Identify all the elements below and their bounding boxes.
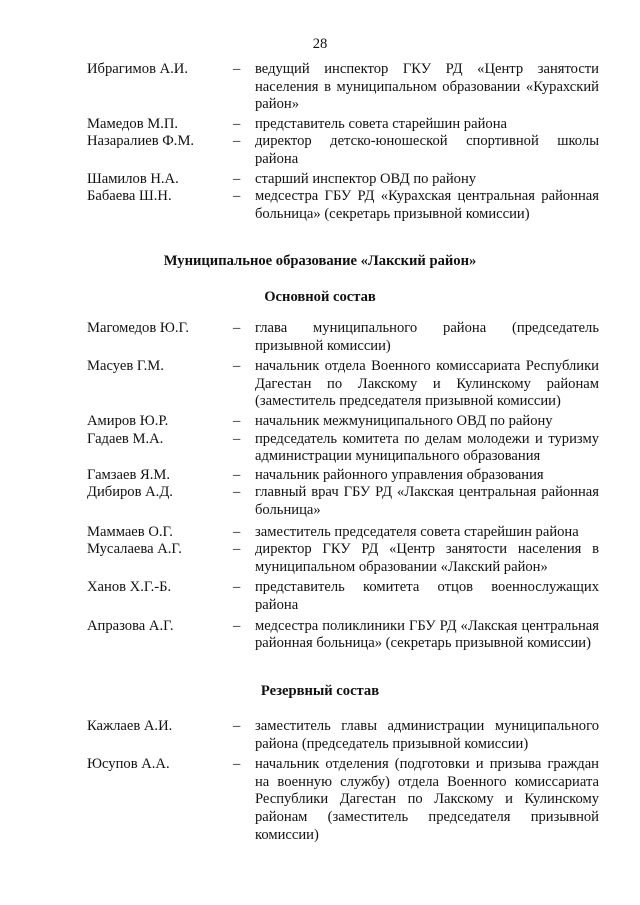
member-name: Масуев Г.М. [87, 358, 164, 375]
member-name: Кажлаев А.И. [87, 718, 173, 734]
member-entry [87, 524, 599, 542]
member-dash: – [233, 466, 241, 483]
member-dash: – [233, 61, 241, 77]
section-title-lak: Муниципальное образование «Лакский район» [163, 253, 477, 269]
member-name: Дибиров А.Д. [87, 484, 173, 501]
member-dash: – [233, 756, 241, 773]
member-dash: – [233, 617, 241, 634]
member-entry [87, 413, 599, 431]
member-role: старший инспектор ОВД по району [255, 170, 477, 187]
member-dash: – [233, 430, 241, 447]
member-entry [87, 618, 599, 653]
member-entry [87, 467, 599, 485]
member-name: Апразова А.Г. [87, 617, 174, 634]
member-dash: – [233, 358, 241, 375]
member-entry [87, 358, 599, 411]
member-role: медсестра ГБУ РД «Курахская центральная районная больница» (секретарь призывной комиссии) [255, 188, 599, 222]
member-role: начальник отдела Военного комиссариата Республики Дагестан по Лакскому и Кулинскому районам (заместитель председателя призывной комиссии) [255, 358, 599, 410]
member-dash: – [233, 170, 241, 187]
member-entry [87, 116, 599, 134]
member-name: Амиров Ю.Р. [87, 412, 169, 429]
member-name: Назаралиев Ф.М. [87, 133, 195, 150]
member-name: Мамедов М.П. [87, 115, 179, 132]
member-name: Шамилов Н.А. [87, 170, 179, 187]
member-dash: – [233, 579, 241, 596]
member-name: Гадаев М.А. [87, 430, 164, 447]
member-name: Юсупов А.А. [87, 756, 170, 773]
member-role: председатель комитета по делам молодежи и туризму администрации муниципального образования [255, 430, 599, 465]
member-dash: – [233, 484, 241, 501]
top-member-list [87, 61, 599, 223]
member-dash: – [233, 541, 241, 558]
member-role: директор детско-юношеской спортивной школы района [255, 133, 599, 167]
member-role: глава муниципального района (председатель призывной комиссии) [255, 320, 599, 354]
member-dash: – [233, 188, 241, 205]
member-entry [87, 541, 599, 576]
member-entry [87, 61, 599, 114]
member-role: медсестра поликлиники ГБУ РД «Лакская центральная районная больница» (секретарь призывной комиссии) [255, 617, 599, 652]
member-role: начальник межмуниципального ОВД по району [255, 412, 553, 429]
member-dash: – [233, 412, 241, 429]
member-name: Мусалаева А.Г. [87, 541, 182, 558]
member-dash: – [233, 320, 241, 336]
member-name: Гамзаев Я.М. [87, 466, 171, 483]
main-member-list [87, 320, 599, 653]
member-name: Маммаев О.Г. [87, 523, 173, 540]
member-entry [87, 756, 599, 844]
member-role: заместитель председателя совета старейшин района [255, 523, 579, 540]
member-role: представитель комитета отцов военнослужащих района [255, 579, 599, 613]
member-name: Бабаева Ш.Н. [87, 188, 172, 205]
member-role: ведущий инспектор ГКУ РД «Центр занятости населения в муниципальном образовании «Курахский район» [255, 61, 599, 113]
member-role: начальник районного управления образования [255, 466, 544, 483]
member-entry [87, 320, 599, 355]
member-dash: – [233, 523, 241, 540]
member-entry [87, 579, 599, 614]
member-role: начальник отделения (подготовки и призыва граждан на военную службу) отдела Военного комиссариата Республики Дагестан по Лакскому и Кулинскому районам (заместитель председателя призывной комиссии) [255, 756, 599, 843]
page-number: 28 [312, 36, 328, 52]
member-dash: – [233, 115, 241, 132]
member-name: Ибрагимов А.И. [87, 61, 188, 77]
member-name: Магомедов Ю.Г. [87, 320, 189, 336]
member-dash: – [233, 133, 241, 150]
member-entry [87, 718, 599, 753]
member-role: представитель совета старейшин района [255, 115, 507, 132]
member-name: Ханов Х.Г.-Б. [87, 579, 172, 596]
main-composition-title: Основной состав [264, 289, 376, 305]
member-entry [87, 188, 599, 223]
member-entry [87, 133, 599, 168]
member-entry [87, 171, 599, 189]
reserve-composition-title: Резервный состав [260, 683, 380, 699]
member-role: заместитель главы администрации муниципального района (председатель призывной комиссии) [255, 718, 599, 752]
member-entry [87, 484, 599, 519]
reserve-member-list [87, 718, 599, 844]
member-role: директор ГКУ РД «Центр занятости населения в муниципальном образовании «Лакский район» [255, 541, 599, 575]
member-entry [87, 431, 599, 466]
member-role: главный врач ГБУ РД «Лакская центральная районная больница» [255, 484, 599, 518]
member-dash: – [233, 718, 241, 734]
